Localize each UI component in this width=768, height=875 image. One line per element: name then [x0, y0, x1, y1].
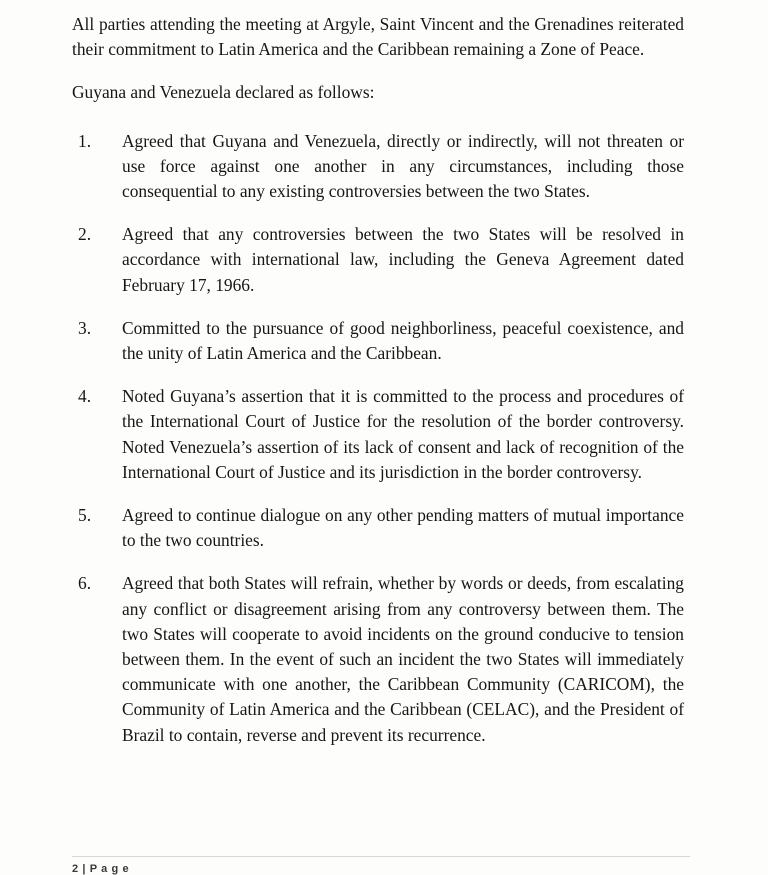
- list-item-text: Agreed that Guyana and Venezuela, directly or indirectly, will not threaten or use force against one another in any circumstances, including those consequential to any existing controversies between the two States.: [122, 130, 684, 202]
- list-item: [72, 316, 684, 366]
- lead-in-paragraph: Guyana and Venezuela declared as follows:: [72, 82, 375, 103]
- list-item-text: Noted Guyana’s assertion that it is committed to the process and procedures of the International Court of Justice for the resolution of the border controversy. Noted Venezuela’s assertion of its lack of consent and lack of recognition of the International Court of Justice and its jurisdiction in the border controversy.: [122, 386, 684, 482]
- paragraph-spacer: [72, 62, 684, 80]
- list-item: [72, 384, 684, 485]
- list-item-text: Agreed to continue dialogue on any other pending matters of mutual importance to the two countries.: [122, 505, 684, 551]
- list-item: [72, 129, 684, 205]
- intro-paragraph: All parties attending the meeting at Argyle, Saint Vincent and the Grenadines reiterated their commitment to Latin America and the Caribbean remaining a Zone of Peace.: [72, 14, 684, 60]
- list-item-number: 6.: [78, 573, 92, 594]
- list-item: [72, 571, 684, 747]
- list-item-text: Agreed that any controversies between the two States will be resolved in accordance with international law, including the Geneva Agreement dated February 17, 1966.: [122, 224, 684, 295]
- list-item-number: 2.: [78, 224, 92, 245]
- list-spacer: [72, 106, 684, 129]
- list-item: [72, 222, 684, 298]
- list-item-number: 3.: [78, 317, 92, 338]
- list-item-number: 5.: [78, 505, 92, 526]
- list-item-text: Committed to the pursuance of good neighborliness, peaceful coexistence, and the unity of Latin America and the Caribbean.: [122, 317, 684, 364]
- list-item-text: Agreed that both States will refrain, whether by words or deeds, from escalating any conflict or disagreement arising from any controversy between them. The two States will cooperate to avoid incidents on the ground conducive to tension between them. In the event of such an incident the two States will immediately communicate with one another, the Caribbean Community (CARICOM), the Community of Latin America and the Caribbean (CELAC), and the President of Brazil to contain, reverse and prevent its recurrence.: [122, 573, 684, 745]
- document-body: [72, 12, 684, 748]
- list-item: [72, 503, 684, 553]
- page-number-label: 2 | P a g e: [72, 863, 130, 875]
- declarations-list: [72, 129, 684, 748]
- footer-divider: [72, 856, 690, 857]
- list-item-number: 1.: [78, 130, 92, 151]
- list-item-number: 4.: [78, 386, 92, 407]
- page-footer: [72, 856, 690, 875]
